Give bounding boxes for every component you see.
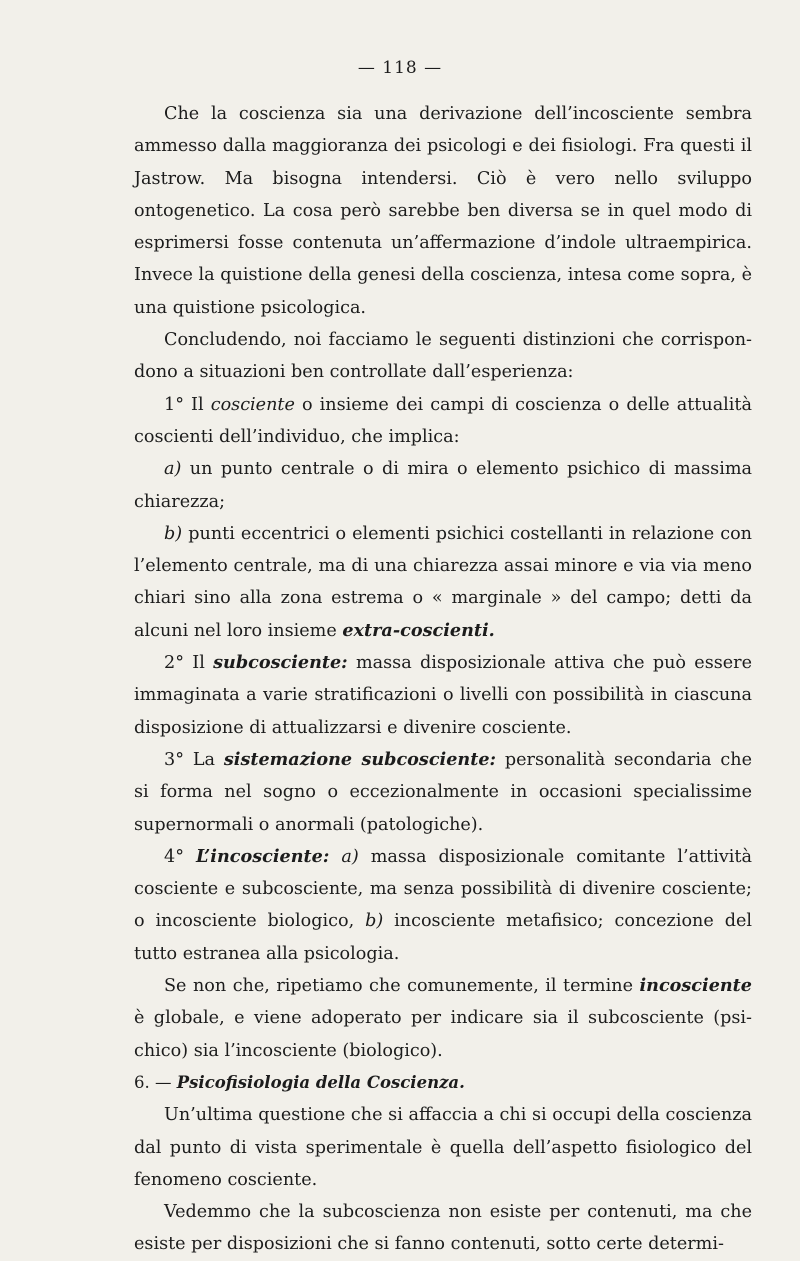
paragraph-last-question: Un’ultima questione che si affaccia a chi si occupi della coscienza dal punto di vista sperimentale è quella dell’aspetto fisiologico del fenomeno cosciente.: [134, 1105, 752, 1190]
term-extra-coscienti: extra-coscienti.: [342, 619, 495, 641]
section-number: 6. —: [134, 1072, 177, 1092]
paragraph-conclusion: Concludendo, noi facciamo le seguenti distinzioni che corrispondono a situazioni ben controllate dall’esperienza:: [134, 330, 752, 383]
list-item-cosciente: 1° Il cosciente o insieme dei campi di coscienza o delle attualità coscienti dell’individuo, che implica:: [134, 394, 752, 447]
body-text: [134, 98, 752, 1261]
term-incosciente: L’incosciente:: [196, 845, 330, 867]
page-number: — 118 —: [357, 58, 443, 78]
list-item-incosciente: 4° L’incosciente: a) massa disposizionale comitante l’attività cosciente e subcosciente, ma senza possibilità di divenire cosciente; o incosciente biologico, b) incosciente metafisico; concezione del tutto estranea alla psicologia.: [134, 845, 752, 964]
list-item-sistemazione: 3° La sistemazione subcosciente: personalità secondaria che si forma nel sogno o eccezionalmente in occasioni specialissime supernormali o anormali (patologiche).: [134, 748, 752, 835]
term-incosciente-global: incosciente: [639, 975, 752, 997]
term-subcosciente: subcosciente:: [213, 652, 348, 674]
paragraph-genesis: Che la coscienza sia una derivazione dell’incosciente sembra ammesso dalla maggioranza dei psicologi e dei fisiologi. Fra questi il Jastrow. Ma bisogna intendersi. Ciò è vero nello sviluppo ontogenetico. La cosa però sarebbe ben diversa se in quel modo di esprimersi fosse contenuta un’affermazione d’indole ultraempirica. Invece la quistione della genesi della coscienza, intesa come sopra, è una quistione psicologica.: [134, 104, 752, 318]
section-title: Psicofisiologia della Coscienza.: [176, 1072, 465, 1092]
paragraph-subcoscienza: Vedemmo che la subcoscienza non esiste per contenuti, ma che esiste per disposizioni che si fanno contenuti, sotto certe determi-: [134, 1202, 752, 1255]
list-item-subcosciente: 2° Il subcosciente: massa disposizionale attiva che può essere immaginata a varie stratificazioni o livelli con possibilità in ciascuna disposizione di attualizzarsi e divenire cosciente.: [134, 652, 752, 738]
section-heading: [134, 1067, 752, 1099]
list-item-a: a) un punto centrale o di mira o elemento psichico di massima chiarezza;: [134, 459, 752, 512]
term-sistemazione: sistemazione subcosciente:: [223, 748, 497, 770]
list-item-b: b) punti eccentrici o elementi psichici costellanti in relazione con l’elemento centrale, ma di una chiarezza assai minore e via via meno chiari sino alla zona estrema o « marginale » del campo; detti da alcuni nel loro insieme extra-coscienti.: [134, 523, 752, 641]
paragraph-global-term: Se non che, ripetiamo che comunemente, il termine incosciente è globale, e viene adoperato per indicare sia il subcosciente (psichico) sia l’incosciente (biologico).: [134, 975, 752, 1061]
term-cosciente: cosciente: [210, 394, 295, 415]
